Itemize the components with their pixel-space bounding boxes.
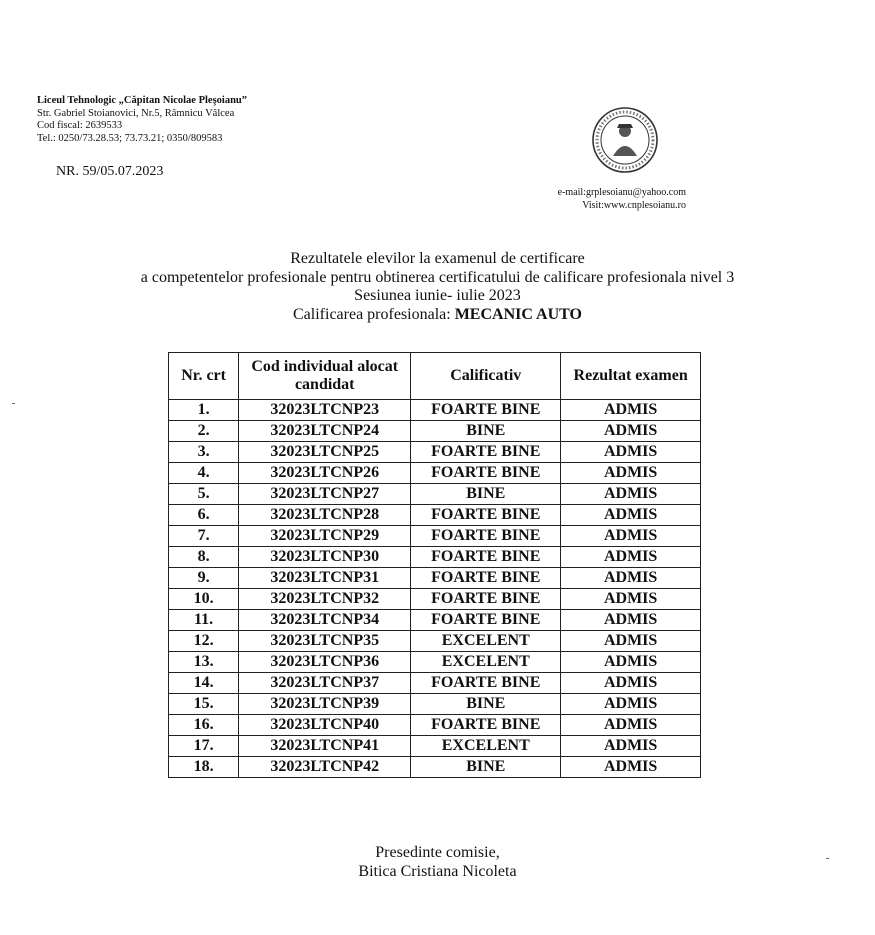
exam-result: ADMIS	[561, 757, 701, 778]
grade: FOARTE BINE	[411, 505, 561, 526]
row-number: 9.	[169, 568, 239, 589]
table-row	[169, 400, 701, 421]
header-nr: Nr. crt	[169, 353, 239, 400]
exam-result: ADMIS	[561, 526, 701, 547]
qualification-name: MECANIC AUTO	[454, 305, 582, 323]
contact-info	[532, 186, 686, 212]
table-row	[169, 715, 701, 736]
candidate-code: 32023LTCNP37	[239, 673, 411, 694]
candidate-code: 32023LTCNP36	[239, 652, 411, 673]
exam-result: ADMIS	[561, 715, 701, 736]
table-row	[169, 673, 701, 694]
candidate-code: 32023LTCNP34	[239, 610, 411, 631]
candidate-code: 32023LTCNP32	[239, 589, 411, 610]
exam-result: ADMIS	[561, 652, 701, 673]
exam-result: ADMIS	[561, 631, 701, 652]
row-number: 6.	[169, 505, 239, 526]
title-line-3: Sesiunea iunie- iulie 2023	[354, 287, 521, 304]
table-row	[169, 589, 701, 610]
exam-result: ADMIS	[561, 736, 701, 757]
row-number: 13.	[169, 652, 239, 673]
school-logo	[591, 106, 659, 174]
candidate-code: 32023LTCNP40	[239, 715, 411, 736]
table-row	[169, 568, 701, 589]
candidate-code: 32023LTCNP31	[239, 568, 411, 589]
row-number: 17.	[169, 736, 239, 757]
fiscal-code: Cod fiscal: 2639533	[37, 120, 123, 132]
table-row	[169, 694, 701, 715]
row-number: 3.	[169, 442, 239, 463]
table-row	[169, 442, 701, 463]
registration-number: NR. 59/05.07.2023	[56, 164, 164, 179]
document-title	[0, 250, 875, 324]
qualification-label: Calificarea profesionala:	[293, 305, 455, 323]
row-number: 5.	[169, 484, 239, 505]
grade: FOARTE BINE	[411, 463, 561, 484]
table-row	[169, 526, 701, 547]
candidate-code: 32023LTCNP35	[239, 631, 411, 652]
row-number: 4.	[169, 463, 239, 484]
row-number: 16.	[169, 715, 239, 736]
table-row	[169, 505, 701, 526]
row-number: 15.	[169, 694, 239, 715]
grade: BINE	[411, 757, 561, 778]
row-number: 12.	[169, 631, 239, 652]
candidate-code: 32023LTCNP30	[239, 547, 411, 568]
exam-result: ADMIS	[561, 589, 701, 610]
candidate-code: 32023LTCNP25	[239, 442, 411, 463]
grade: FOARTE BINE	[411, 400, 561, 421]
scan-speck	[12, 403, 15, 404]
grade: FOARTE BINE	[411, 589, 561, 610]
exam-result: ADMIS	[561, 568, 701, 589]
exam-result: ADMIS	[561, 484, 701, 505]
header-grade: Calificativ	[411, 353, 561, 400]
candidate-code: 32023LTCNP24	[239, 421, 411, 442]
candidate-code: 32023LTCNP28	[239, 505, 411, 526]
exam-result: ADMIS	[561, 673, 701, 694]
table-row	[169, 736, 701, 757]
exam-result: ADMIS	[561, 694, 701, 715]
qualification-line	[0, 306, 875, 325]
table-row	[169, 547, 701, 568]
title-line-1: Rezultatele elevilor la examenul de certificare	[290, 250, 585, 267]
signature-name: Bitica Cristiana Nicoleta	[358, 863, 517, 880]
grade: FOARTE BINE	[411, 610, 561, 631]
email-text: e-mail:grplesoianu@yahoo.com	[557, 187, 686, 198]
exam-result: ADMIS	[561, 610, 701, 631]
candidate-code: 32023LTCNP26	[239, 463, 411, 484]
candidate-code: 32023LTCNP41	[239, 736, 411, 757]
grade: BINE	[411, 484, 561, 505]
grade: FOARTE BINE	[411, 442, 561, 463]
row-number: 1.	[169, 400, 239, 421]
school-address: Str. Gabriel Stoianovici, Nr.5, Râmnicu Vâlcea	[37, 107, 235, 119]
candidate-code: 32023LTCNP27	[239, 484, 411, 505]
results-table	[168, 352, 701, 778]
phone-numbers: Tel.: 0250/73.28.53; 73.73.21; 0350/809583	[37, 132, 223, 144]
row-number: 18.	[169, 757, 239, 778]
table-row	[169, 463, 701, 484]
exam-result: ADMIS	[561, 463, 701, 484]
exam-result: ADMIS	[561, 400, 701, 421]
candidate-code: 32023LTCNP23	[239, 400, 411, 421]
table-row	[169, 652, 701, 673]
grade: EXCELENT	[411, 631, 561, 652]
grade: EXCELENT	[411, 736, 561, 757]
row-number: 2.	[169, 421, 239, 442]
exam-result: ADMIS	[561, 547, 701, 568]
table-row	[169, 421, 701, 442]
grade: BINE	[411, 694, 561, 715]
grade: FOARTE BINE	[411, 715, 561, 736]
school-header	[37, 95, 247, 145]
grade: FOARTE BINE	[411, 673, 561, 694]
candidate-code: 32023LTCNP39	[239, 694, 411, 715]
exam-result: ADMIS	[561, 442, 701, 463]
title-line-2: a competentelor profesionale pentru obtinerea certificatului de calificare profesionala nivel 3	[140, 268, 735, 286]
grade: EXCELENT	[411, 652, 561, 673]
website-text: Visit:www.cnplesoianu.ro	[582, 200, 686, 211]
grade: FOARTE BINE	[411, 526, 561, 547]
row-number: 7.	[169, 526, 239, 547]
grade: FOARTE BINE	[411, 547, 561, 568]
table-row	[169, 757, 701, 778]
candidate-code: 32023LTCNP29	[239, 526, 411, 547]
row-number: 11.	[169, 610, 239, 631]
header-result: Rezultat examen	[561, 353, 701, 400]
signature-role: Presedinte comisie,	[375, 844, 500, 861]
exam-result: ADMIS	[561, 505, 701, 526]
row-number: 10.	[169, 589, 239, 610]
scan-speck	[826, 858, 829, 859]
school-name: Liceul Tehnologic „Căpitan Nicolae Pleşoianu”	[37, 95, 248, 106]
exam-result: ADMIS	[561, 421, 701, 442]
table-row	[169, 631, 701, 652]
signature-block	[0, 843, 875, 881]
table-body	[169, 400, 701, 778]
header-code: Cod individual alocat candidat	[239, 353, 411, 400]
table-header-row	[169, 353, 701, 400]
grade: FOARTE BINE	[411, 568, 561, 589]
grade: BINE	[411, 421, 561, 442]
candidate-code: 32023LTCNP42	[239, 757, 411, 778]
table-row	[169, 484, 701, 505]
row-number: 14.	[169, 673, 239, 694]
table-row	[169, 610, 701, 631]
row-number: 8.	[169, 547, 239, 568]
